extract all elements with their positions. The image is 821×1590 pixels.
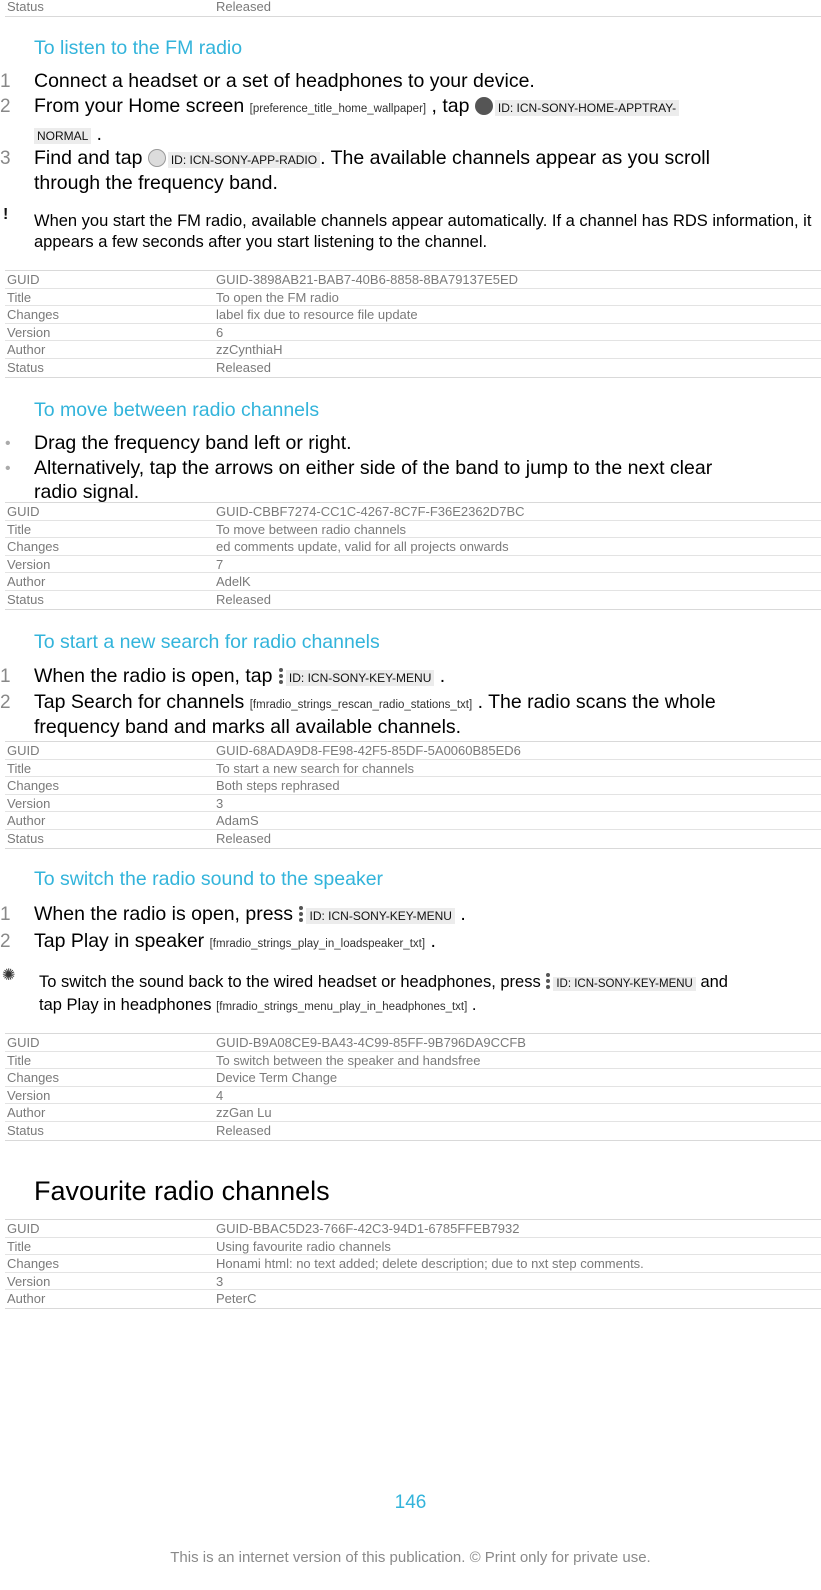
note-text: When you start the FM radio, available channels appear automatically. If a channel has RDS information, it appears a few seconds after you start listening to the channel. xyxy=(34,212,812,251)
meta-key: Version xyxy=(7,795,51,811)
meta-row xyxy=(5,760,821,778)
meta-value: GUID-CBBF7274-CC1C-4267-8C7F-F36E2362D7BC xyxy=(216,504,525,519)
step-text: through the frequency band. xyxy=(34,172,278,194)
meta-row xyxy=(5,742,821,760)
step-text-pre: From your xyxy=(34,95,129,117)
meta-key: Status xyxy=(7,0,44,14)
icon-id-label: ID: ICN-SONY-APP-RADIO xyxy=(168,152,320,168)
meta-key: Version xyxy=(7,1087,51,1103)
meta-value: PeterC xyxy=(216,1291,257,1307)
meta-row xyxy=(5,0,821,16)
step-text xyxy=(34,929,811,957)
meta-value: To move between radio channels xyxy=(216,521,407,537)
meta-value: To start a new search for channels xyxy=(216,760,414,776)
meta-key: Title xyxy=(7,760,32,776)
step-text-post: . The available channels appear as you scroll xyxy=(320,147,710,169)
meta-value: Honami html: no text added; delete description; due to nxt step comments. xyxy=(216,1256,644,1272)
meta-key: Title xyxy=(7,289,32,305)
tip-text-pre: To switch the sound back to the wired headset or headphones, press xyxy=(39,973,546,991)
meta-key: GUID xyxy=(7,504,40,519)
meta-row xyxy=(5,1238,821,1256)
meta-value: GUID-68ADA9D8-FE98-42F5-85DF-5A0060B85ED6 xyxy=(216,743,521,758)
meta-key: Version xyxy=(7,556,51,572)
meta-value: 3 xyxy=(216,1273,224,1289)
bullet-text: Drag the frequency band left or right. xyxy=(34,432,352,454)
step-text xyxy=(34,94,811,122)
meta-row xyxy=(5,359,821,377)
meta-value: 6 xyxy=(216,324,224,340)
meta-value: Using favourite radio channels xyxy=(216,1238,391,1254)
meta-row xyxy=(5,324,821,342)
step-number: 3 xyxy=(0,148,11,169)
page-number: 146 xyxy=(394,1492,427,1513)
meta-value: zzCynthiaH xyxy=(216,342,283,358)
meta-key: GUID xyxy=(7,743,40,758)
bullet-icon: • xyxy=(5,460,11,477)
section-heading-speaker: To switch the radio sound to the speaker xyxy=(34,868,384,890)
menu-dots-icon xyxy=(545,971,551,991)
meta-key: Changes xyxy=(7,539,60,555)
meta-key: Changes xyxy=(7,1070,60,1086)
meta-key: Changes xyxy=(7,778,60,794)
step-number: 2 xyxy=(0,931,11,952)
step-text-pre: When the radio is open, press xyxy=(34,903,299,925)
meta-table xyxy=(5,270,821,378)
step-text-pre: Tap xyxy=(34,691,71,713)
meta-value: 7 xyxy=(216,556,224,572)
menu-dots-icon xyxy=(298,904,304,924)
meta-key: Version xyxy=(7,324,51,340)
meta-value: 3 xyxy=(216,795,224,811)
meta-key: Status xyxy=(7,830,44,846)
apptray-icon xyxy=(475,97,493,115)
bullet-text: radio signal. xyxy=(34,481,140,503)
warning-icon: ! xyxy=(3,206,9,223)
meta-key: Title xyxy=(7,1052,32,1068)
meta-value: zzGan Lu xyxy=(216,1105,272,1121)
meta-value: Released xyxy=(216,830,271,846)
ui-label-home-screen: Home screen xyxy=(128,95,245,117)
step-text-pre: Tap xyxy=(34,930,71,952)
meta-key: Author xyxy=(7,813,46,829)
meta-key: Author xyxy=(7,1105,46,1121)
tip-lightbulb-icon: ✺ xyxy=(2,967,16,984)
meta-value: ed comments update, valid for all projects onwards xyxy=(216,539,509,555)
step-text xyxy=(34,664,811,691)
meta-table xyxy=(5,502,821,610)
tip-text-line1 xyxy=(39,971,817,995)
meta-row xyxy=(5,1034,821,1052)
meta-row xyxy=(5,538,821,556)
footer-notice: This is an internet version of this publication. © Print only for private use. xyxy=(170,1549,651,1566)
icon-id-label: ID: ICN-SONY-HOME-APPTRAY- xyxy=(495,100,679,116)
meta-key: Changes xyxy=(7,307,60,323)
tip-text-post: . xyxy=(467,996,477,1014)
bullet-text: Alternatively, tap the arrows on either side of the band to jump to the next clear xyxy=(34,457,713,479)
meta-value: Both steps rephrased xyxy=(216,778,340,794)
meta-row xyxy=(5,289,821,307)
step-text: Connect a headset or a set of headphones to your device. xyxy=(34,70,535,92)
meta-row xyxy=(5,1104,821,1122)
meta-value: 4 xyxy=(216,1087,224,1103)
meta-value: Device Term Change xyxy=(216,1070,338,1086)
meta-value: GUID-B9A08CE9-BA43-4C99-85FF-9B796DA9CCFB xyxy=(216,1035,526,1050)
meta-value: AdamS xyxy=(216,813,259,829)
section-heading-search: To start a new search for radio channels xyxy=(34,631,380,653)
step-text-post: . xyxy=(425,930,436,952)
meta-row xyxy=(5,1087,821,1105)
tip-text-mid: and xyxy=(695,973,728,991)
meta-value: GUID-BBAC5D23-766F-42C3-94D1-6785FFEB7932 xyxy=(216,1221,520,1236)
meta-value: Released xyxy=(216,359,271,375)
meta-key: Author xyxy=(7,574,46,590)
meta-value: label fix due to resource file update xyxy=(216,307,418,323)
meta-row xyxy=(5,556,821,574)
meta-row xyxy=(5,1052,821,1070)
meta-key: Author xyxy=(7,342,46,358)
meta-value: Released xyxy=(216,591,271,607)
meta-value: Released xyxy=(216,0,271,14)
meta-key: Changes xyxy=(7,1256,60,1272)
meta-key: Title xyxy=(7,521,32,537)
meta-key: Title xyxy=(7,1238,32,1254)
meta-row xyxy=(5,795,821,813)
tip-text-line2 xyxy=(39,995,813,1018)
meta-row xyxy=(5,1122,821,1140)
radio-app-icon xyxy=(148,149,166,167)
meta-row xyxy=(5,341,821,359)
step-text xyxy=(34,122,811,149)
meta-row xyxy=(5,812,821,830)
step-text-pre: When the radio is open, tap xyxy=(34,665,278,687)
meta-row xyxy=(5,573,821,591)
step-text xyxy=(34,146,811,173)
meta-value: Released xyxy=(216,1122,271,1138)
bullet-icon: • xyxy=(5,435,11,452)
step-text-post: . The radio scans the whole xyxy=(472,691,716,713)
resource-id: [fmradio_strings_rescan_radio_stations_txt] xyxy=(249,699,473,711)
step-text-pre: Find and tap xyxy=(34,147,148,169)
meta-key: Status xyxy=(7,359,44,375)
tip-text-pre2: tap xyxy=(39,996,67,1014)
resource-id: [preference_title_home_wallpaper] xyxy=(249,103,427,115)
step-text-post: . xyxy=(91,124,102,145)
meta-row xyxy=(5,1255,821,1273)
step-text-mid: , tap xyxy=(426,95,475,117)
step-number: 2 xyxy=(0,692,11,713)
step-text xyxy=(34,902,811,929)
ui-label-play-in-headphones: Play in headphones xyxy=(66,996,212,1014)
meta-key: Status xyxy=(7,1122,44,1138)
meta-key: Status xyxy=(7,591,44,607)
meta-table xyxy=(5,741,821,849)
resource-id: [fmradio_strings_menu_play_in_headphones_txt] xyxy=(216,1001,468,1013)
meta-key: GUID xyxy=(7,272,40,287)
step-text-post: . xyxy=(434,665,446,687)
step-number: 2 xyxy=(0,96,11,117)
step-text-post: . xyxy=(454,903,466,925)
meta-row xyxy=(5,271,821,289)
meta-row xyxy=(5,1273,821,1291)
resource-id: [fmradio_strings_play_in_loadspeaker_txt] xyxy=(209,938,426,950)
ui-label-play-in-speaker: Play in speaker xyxy=(70,930,205,952)
section-heading-favourites: Favourite radio channels xyxy=(34,1176,330,1206)
meta-value: To open the FM radio xyxy=(216,289,339,305)
icon-id-label: ID: ICN-SONY-KEY-MENU xyxy=(553,977,696,991)
section-heading-listen: To listen to the FM radio xyxy=(34,37,243,59)
meta-row xyxy=(5,306,821,324)
meta-row xyxy=(5,521,821,539)
step-number: 1 xyxy=(0,904,11,925)
meta-row xyxy=(5,830,821,848)
meta-row xyxy=(5,591,821,609)
step-number: 1 xyxy=(0,666,11,687)
ui-label-search-for-channels: Search for channels xyxy=(70,691,245,713)
meta-value: GUID-3898AB21-BAB7-40B6-8858-8BA79137E5ED xyxy=(216,272,519,287)
meta-row xyxy=(5,1220,821,1238)
meta-key: GUID xyxy=(7,1221,40,1236)
meta-row xyxy=(5,777,821,795)
meta-row xyxy=(5,1290,821,1308)
step-number: 1 xyxy=(0,71,11,92)
meta-row xyxy=(5,503,821,521)
meta-key: GUID xyxy=(7,1035,40,1050)
top-meta-table xyxy=(5,0,821,17)
meta-value: AdelK xyxy=(216,574,251,590)
step-text: frequency band and marks all available channels. xyxy=(34,716,462,738)
meta-key: Version xyxy=(7,1273,51,1289)
meta-table xyxy=(5,1219,821,1309)
icon-id-label: ID: ICN-SONY-KEY-MENU xyxy=(306,908,454,924)
section-heading-move: To move between radio channels xyxy=(34,399,320,421)
meta-key: Author xyxy=(7,1291,46,1307)
meta-table xyxy=(5,1033,821,1141)
meta-value: To switch between the speaker and handsfree xyxy=(216,1052,481,1068)
step-text xyxy=(34,690,811,718)
menu-dots-icon xyxy=(278,666,284,686)
icon-id-label: NORMAL xyxy=(34,128,91,144)
meta-row xyxy=(5,1069,821,1087)
icon-id-label: ID: ICN-SONY-KEY-MENU xyxy=(286,670,434,686)
